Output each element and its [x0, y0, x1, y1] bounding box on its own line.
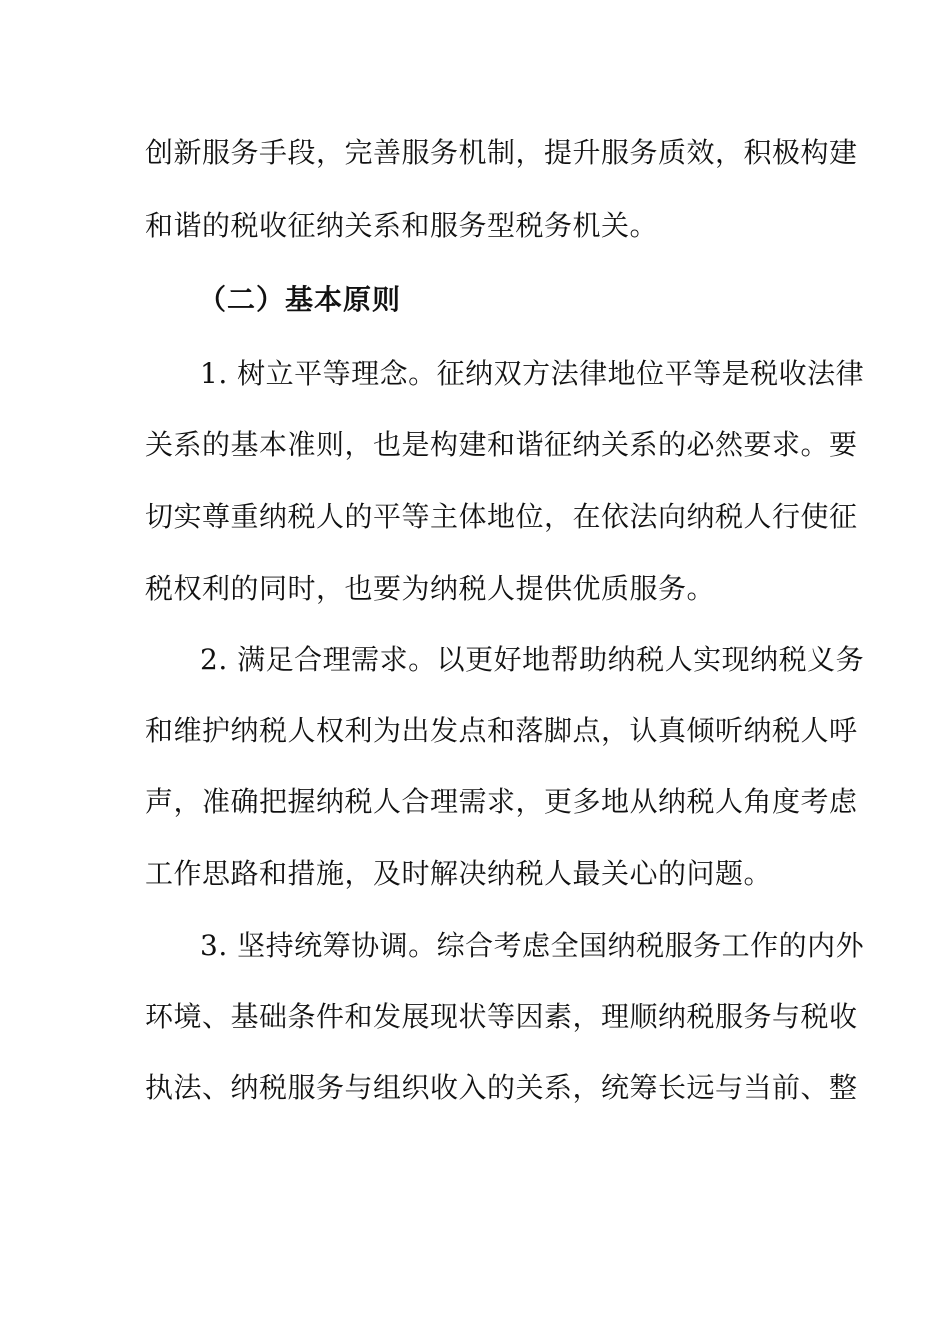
paragraph-line: 工作思路和措施，及时解决纳税人最关心的问题。	[145, 857, 773, 890]
paragraph-line: 2. 满足合理需求。以更好地帮助纳税人实现纳税义务	[200, 643, 865, 676]
paragraph-line: 环境、基础条件和发展现状等因素，理顺纳税服务与税收	[145, 1000, 858, 1033]
paragraph-line: 3. 坚持统筹协调。综合考虑全国纳税服务工作的内外	[200, 929, 865, 962]
section-heading: （二）基本原则	[198, 283, 402, 316]
paragraph-line: 创新服务手段，完善服务机制，提升服务质效，积极构建	[145, 136, 858, 169]
paragraph-line: 切实尊重纳税人的平等主体地位，在依法向纳税人行使征	[145, 500, 858, 533]
paragraph-line: 1. 树立平等理念。征纳双方法律地位平等是税收法律	[200, 357, 865, 390]
paragraph-line: 和维护纳税人权利为出发点和落脚点，认真倾听纳税人呼	[145, 714, 858, 747]
paragraph-line: 声，准确把握纳税人合理需求，更多地从纳税人角度考虑	[145, 785, 858, 818]
paragraph-line: 和谐的税收征纳关系和服务型税务机关。	[145, 209, 659, 242]
paragraph-line: 执法、纳税服务与组织收入的关系，统筹长远与当前、整	[145, 1071, 858, 1104]
paragraph-line: 关系的基本准则，也是构建和谐征纳关系的必然要求。要	[145, 428, 858, 461]
paragraph-line: 税权利的同时，也要为纳税人提供优质服务。	[145, 572, 716, 605]
